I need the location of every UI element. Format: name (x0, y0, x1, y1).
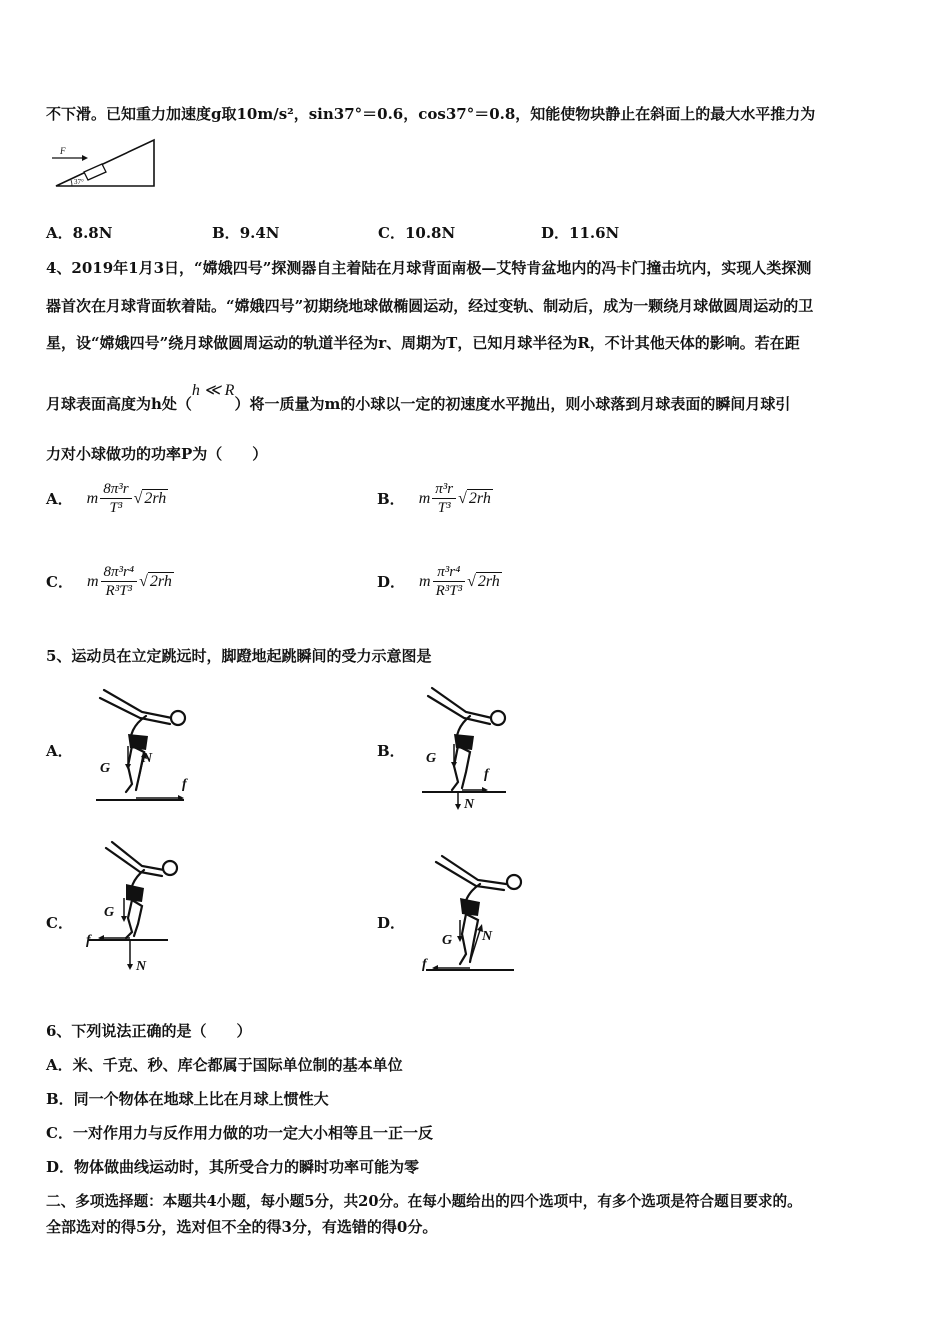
q4-option-d-numerator: π³r⁴ (433, 563, 466, 582)
q6-stem: 6、下列说法正确的是（ ） (46, 1022, 252, 1040)
q6-option-d: D．物体做曲线运动时，其所受合力的瞬时功率可能为零 (46, 1158, 420, 1176)
q4-option-b-denominator: T³ (437, 500, 451, 516)
q3-option-b-text: 9.4N (239, 224, 280, 242)
q4-option-c (46, 563, 174, 600)
q4-line-4-pre: 月球表面高度为h处（ (46, 395, 192, 413)
q5-option-c-label: C． (46, 914, 73, 932)
q3-option-a-label: A． (46, 224, 73, 242)
fig-d-g-label: G (442, 933, 453, 948)
q4-option-d-fraction (433, 563, 466, 600)
q4-option-b-label: B． (377, 490, 405, 508)
incline-figure (50, 138, 160, 190)
jumper-figure-c (82, 836, 192, 976)
jumper-figure-a (92, 680, 202, 810)
q6-option-a: A．米、千克、秒、库仑都属于国际单位制的基本单位 (46, 1056, 403, 1074)
q3-text-line: 不下滑。已知重力加速度g取10m/s²，sin37°＝0.6，cos37°＝0.8，知能使物块静止在斜面上的最大水平推力为 (46, 105, 816, 123)
q3-option-a-text: 8.8N (72, 224, 113, 242)
q4-option-a-numerator: 8π³r (100, 480, 131, 499)
section2-heading-line-2: 全部选对的得5分，选对但不全的得3分，有选错的得0分。 (46, 1218, 438, 1236)
q4-condition-math: h ≪ R (191, 382, 235, 399)
jumper-figure-d (418, 850, 538, 980)
fig-c-g-label: G (104, 905, 115, 920)
q3-option-b-label: B． (212, 224, 240, 242)
q4-option-d-radicand: 2rh (477, 572, 500, 590)
q4-option-a-fraction (100, 480, 131, 517)
q5-option-a-label: A． (46, 742, 73, 760)
q4-line-1: 4、2019年1月3日，“嫦娥四号”探测器自主着陆在月球背面南极—艾特肯盆地内的冯卡门撞击坑内，实现人类探测 (46, 259, 812, 277)
q4-option-c-fraction (101, 563, 138, 600)
q4-option-a-radicand: 2rh (144, 489, 167, 507)
q3-option-c-label: C． (378, 224, 405, 242)
q4-option-c-m: m (86, 572, 99, 590)
q4-option-c-denominator: R³T³ (105, 583, 133, 599)
q6-option-c: C．一对作用力与反作用力做的功一定大小相等且一正一反 (46, 1124, 433, 1142)
fig-b-n-label: N (464, 797, 475, 812)
q4-line-2: 器首次在月球背面软着陆。“嫦娥四号”初期绕地球做椭圆运动，经过变轨、制动后，成为一颗绕月球做圆周运动的卫 (46, 297, 814, 315)
q4-option-b-radicand: 2rh (468, 489, 491, 507)
fig-a-n-label: N (142, 751, 153, 766)
q4-option-c-numerator: 8π³r⁴ (101, 563, 138, 582)
q4-option-b-fraction (432, 480, 456, 517)
q4-option-d-label: D． (377, 573, 406, 591)
fig-d-n-label: N (482, 929, 493, 944)
q4-option-a-sqrt: √ 2rh (133, 489, 167, 507)
q4-option-b (377, 480, 493, 517)
q4-option-a-denominator: T³ (109, 500, 123, 516)
q4-option-b-m: m (418, 489, 431, 507)
fig-b-g-label: G (426, 751, 437, 766)
q3-option-b (212, 222, 280, 243)
q3-option-d (541, 222, 619, 243)
q4-option-d-denominator: R³T³ (435, 583, 463, 599)
q4-option-c-label: C． (46, 573, 73, 591)
q4-option-a-m: m (86, 489, 99, 507)
q4-option-c-radicand: 2rh (149, 572, 172, 590)
fig-b-f-label: f (484, 767, 489, 782)
q4-option-b-sqrt: √ 2rh (458, 489, 491, 507)
q5-stem: 5、运动员在立定跳远时，脚蹬地起跳瞬间的受力示意图是 (46, 647, 432, 665)
q4-option-a-label: A． (46, 490, 73, 508)
q5-option-b-label: B． (377, 742, 405, 760)
q4-option-c-sqrt: √ 2rh (139, 572, 172, 590)
q4-line-3: 星，设“嫦娥四号”绕月球做圆周运动的轨道半径为r、周期为T，已知月球半径为R，不计其他天体的影响。若在距 (46, 334, 800, 352)
q4-option-d-m: m (419, 572, 431, 590)
fig-c-f-label: f (86, 933, 91, 948)
jumper-figure-b (420, 682, 520, 812)
incline-angle-label: 37° (74, 178, 84, 186)
q4-line-4 (46, 382, 791, 414)
fig-d-f-label: f (422, 957, 427, 972)
q4-line-4-post: ）将一质量为m的小球以一定的初速度水平抛出，则小球落到月球表面的瞬间月球引 (234, 395, 791, 413)
q3-option-a (46, 222, 112, 243)
q3-option-c-text: 10.8N (404, 224, 456, 242)
q4-option-a (46, 480, 168, 517)
section2-heading-line-1: 二、多项选择题：本题共4小题，每小题5分，共20分。在每小题给出的四个选项中，有多个选项是符合题目要求的。 (46, 1193, 802, 1210)
q4-option-d (377, 563, 502, 600)
fig-c-n-label: N (136, 959, 147, 974)
fig-a-f-label: f (182, 777, 187, 792)
q4-option-b-numerator: π³r (432, 480, 456, 499)
q4-line-5: 力对小球做功的功率P为（ ） (46, 445, 268, 463)
q3-option-d-text: 11.6N (569, 224, 620, 242)
q6-option-b: B．同一个物体在地球上比在月球上惯性大 (46, 1090, 329, 1108)
q5-option-d-label: D． (377, 914, 406, 932)
incline-force-label: F (60, 146, 66, 156)
q3-option-c (378, 222, 455, 243)
q4-option-d-sqrt: √ 2rh (467, 572, 500, 590)
q3-option-d-label: D． (541, 224, 570, 242)
fig-a-g-label: G (100, 761, 111, 776)
